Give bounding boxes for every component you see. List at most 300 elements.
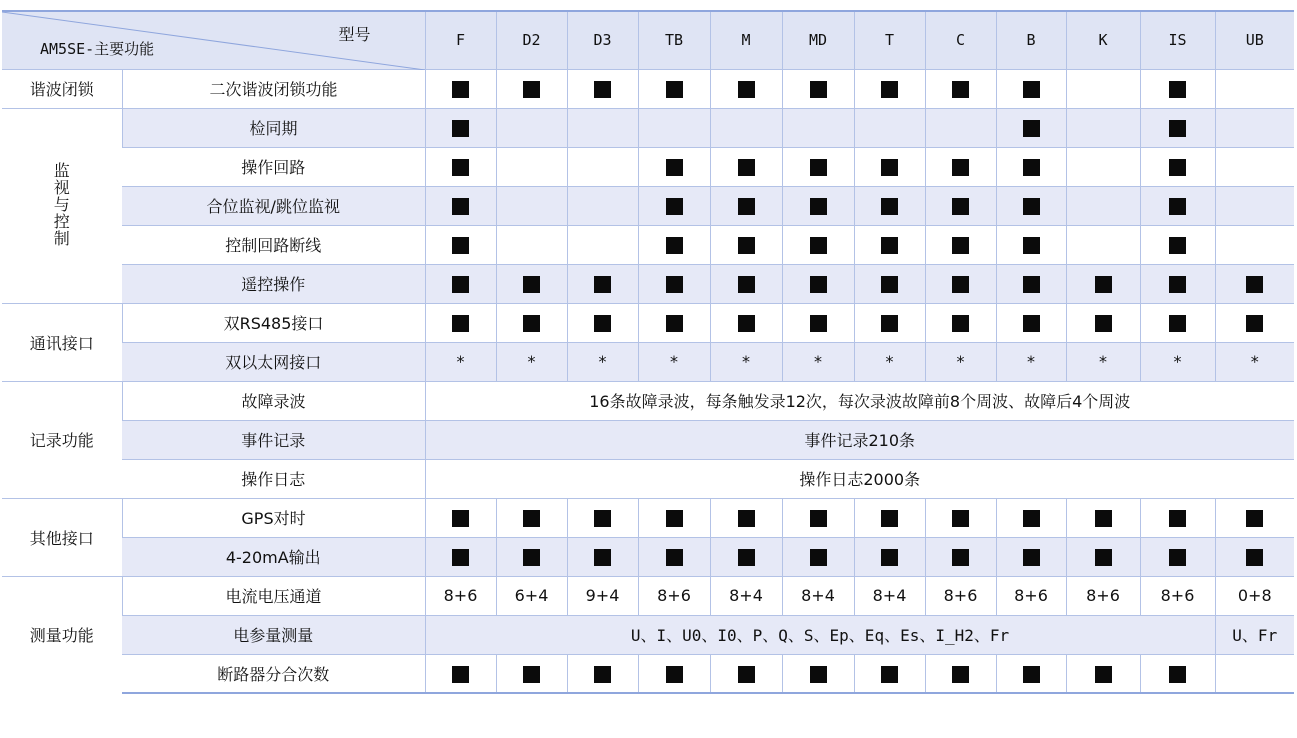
square-mark: [738, 315, 755, 332]
square-mark: [1169, 237, 1186, 254]
mark-cell: [925, 225, 996, 264]
table-row: [2, 498, 1294, 537]
mark-cell: [638, 225, 710, 264]
square-mark: [594, 276, 611, 293]
mark-cell: [782, 654, 854, 693]
mark-cell: [996, 108, 1066, 147]
mark-cell: [782, 225, 854, 264]
mark-cell: [1066, 498, 1140, 537]
square-mark: [666, 159, 683, 176]
mark-cell: [496, 537, 567, 576]
mark-cell: [925, 303, 996, 342]
channel-count: 8+4: [854, 576, 925, 615]
star-mark: *: [1140, 342, 1215, 381]
feature-name: 电流电压通道: [122, 576, 425, 615]
mark-cell: [496, 303, 567, 342]
star-mark: *: [710, 342, 782, 381]
mark-cell: [996, 264, 1066, 303]
square-mark: [738, 276, 755, 293]
mark-cell: [710, 225, 782, 264]
mark-cell: [567, 264, 638, 303]
measure-params: U、I、U0、I0、P、Q、S、Ep、Eq、Es、I_H2、Fr: [425, 615, 1215, 654]
mark-cell: [854, 654, 925, 693]
mark-cell: [425, 654, 496, 693]
square-mark: [523, 510, 540, 527]
square-mark: [1023, 549, 1040, 566]
table-row: [2, 342, 1294, 381]
square-mark: [1095, 276, 1112, 293]
square-mark: [1169, 549, 1186, 566]
square-mark: [810, 81, 827, 98]
mark-cell: [638, 537, 710, 576]
square-mark: [810, 315, 827, 332]
mark-cell: [1215, 537, 1294, 576]
mark-cell: [425, 264, 496, 303]
square-mark: [452, 237, 469, 254]
square-mark: [1095, 549, 1112, 566]
empty-cell: [1066, 108, 1140, 147]
square-mark: [881, 159, 898, 176]
feature-name: 故障录波: [122, 381, 425, 420]
empty-cell: [1215, 147, 1294, 186]
square-mark: [1169, 510, 1186, 527]
mark-cell: [496, 498, 567, 537]
channel-count: 8+6: [1140, 576, 1215, 615]
square-mark: [738, 549, 755, 566]
square-mark: [952, 159, 969, 176]
feature-name: 遥控操作: [122, 264, 425, 303]
square-mark: [881, 81, 898, 98]
empty-cell: [1066, 147, 1140, 186]
mark-cell: [1066, 264, 1140, 303]
square-mark: [881, 315, 898, 332]
mark-cell: [710, 147, 782, 186]
square-mark: [952, 315, 969, 332]
star-mark: *: [496, 342, 567, 381]
mark-cell: [425, 108, 496, 147]
feature-name: 双RS485接口: [122, 303, 425, 342]
square-mark: [881, 666, 898, 683]
empty-cell: [1215, 108, 1294, 147]
empty-cell: [782, 108, 854, 147]
group-label: 谐波闭锁: [2, 69, 122, 108]
table-row: [2, 381, 1294, 420]
mark-cell: [710, 303, 782, 342]
square-mark: [881, 198, 898, 215]
channel-count: 8+4: [710, 576, 782, 615]
square-mark: [1246, 276, 1263, 293]
star-mark: *: [1215, 342, 1294, 381]
mark-cell: [638, 498, 710, 537]
mark-cell: [1140, 264, 1215, 303]
square-mark: [452, 159, 469, 176]
mark-cell: [925, 498, 996, 537]
star-mark: *: [638, 342, 710, 381]
mark-cell: [638, 654, 710, 693]
square-mark: [952, 81, 969, 98]
mark-cell: [638, 264, 710, 303]
empty-cell: [1215, 69, 1294, 108]
star-mark: *: [567, 342, 638, 381]
mark-cell: [1140, 537, 1215, 576]
mark-cell: [925, 654, 996, 693]
feature-name: 合位监视/跳位监视: [122, 186, 425, 225]
square-mark: [594, 666, 611, 683]
square-mark: [881, 237, 898, 254]
square-mark: [523, 276, 540, 293]
model-header: F: [425, 11, 496, 69]
table-row: [2, 69, 1294, 108]
square-mark: [452, 198, 469, 215]
mark-cell: [1140, 303, 1215, 342]
model-header: T: [854, 11, 925, 69]
empty-cell: [638, 108, 710, 147]
square-mark: [952, 237, 969, 254]
model-label: 型号: [338, 27, 371, 44]
mark-cell: [425, 147, 496, 186]
star-mark: *: [925, 342, 996, 381]
square-mark: [666, 198, 683, 215]
square-mark: [1169, 81, 1186, 98]
mark-cell: [710, 498, 782, 537]
mark-cell: [996, 147, 1066, 186]
feature-name: 控制回路断线: [122, 225, 425, 264]
square-mark: [1023, 198, 1040, 215]
square-mark: [594, 315, 611, 332]
square-mark: [594, 549, 611, 566]
square-mark: [452, 81, 469, 98]
group-label: 测量功能: [2, 576, 122, 693]
mark-cell: [854, 147, 925, 186]
mark-cell: [638, 147, 710, 186]
square-mark: [738, 159, 755, 176]
header-row: [2, 11, 1294, 69]
mark-cell: [1215, 498, 1294, 537]
mark-cell: [996, 225, 1066, 264]
mark-cell: [710, 654, 782, 693]
mark-cell: [782, 537, 854, 576]
feature-name: 断路器分合次数: [122, 654, 425, 693]
square-mark: [881, 549, 898, 566]
square-mark: [1246, 315, 1263, 332]
mark-cell: [425, 498, 496, 537]
square-mark: [1023, 510, 1040, 527]
channel-count: 8+6: [638, 576, 710, 615]
square-mark: [952, 510, 969, 527]
mark-cell: [567, 303, 638, 342]
group-label-text: 监视与控制: [53, 161, 70, 248]
feature-name: GPS对时: [122, 498, 425, 537]
group-label: 通讯接口: [2, 303, 122, 381]
square-mark: [452, 120, 469, 137]
channel-count: 6+4: [496, 576, 567, 615]
square-mark: [881, 276, 898, 293]
mark-cell: [854, 537, 925, 576]
table-row: [2, 186, 1294, 225]
mark-cell: [1140, 225, 1215, 264]
square-mark: [810, 666, 827, 683]
mark-cell: [996, 498, 1066, 537]
mark-cell: [425, 225, 496, 264]
mark-cell: [567, 537, 638, 576]
square-mark: [1023, 237, 1040, 254]
square-mark: [523, 666, 540, 683]
mark-cell: [710, 186, 782, 225]
square-mark: [452, 276, 469, 293]
square-mark: [810, 510, 827, 527]
table-row: [2, 420, 1294, 459]
model-header: K: [1066, 11, 1140, 69]
mark-cell: [854, 498, 925, 537]
group-label: 其他接口: [2, 498, 122, 576]
mark-cell: [854, 225, 925, 264]
empty-cell: [1215, 225, 1294, 264]
empty-cell: [1215, 186, 1294, 225]
table-row: [2, 264, 1294, 303]
table-row: [2, 615, 1294, 654]
feature-name: 事件记录: [122, 420, 425, 459]
model-header: C: [925, 11, 996, 69]
square-mark: [810, 159, 827, 176]
channel-count: 8+6: [925, 576, 996, 615]
table-row: [2, 576, 1294, 615]
mark-cell: [782, 498, 854, 537]
mark-cell: [638, 69, 710, 108]
square-mark: [1246, 549, 1263, 566]
square-mark: [738, 81, 755, 98]
function-spec-table: [2, 10, 1294, 694]
table-body: [2, 11, 1294, 693]
empty-cell: [496, 108, 567, 147]
model-header: MD: [782, 11, 854, 69]
mark-cell: [1066, 654, 1140, 693]
mark-cell: [496, 654, 567, 693]
empty-cell: [1066, 186, 1140, 225]
empty-cell: [567, 147, 638, 186]
empty-cell: [567, 225, 638, 264]
empty-cell: [1066, 225, 1140, 264]
square-mark: [666, 237, 683, 254]
mark-cell: [782, 186, 854, 225]
mark-cell: [854, 186, 925, 225]
square-mark: [1023, 81, 1040, 98]
square-mark: [523, 549, 540, 566]
mark-cell: [638, 303, 710, 342]
measure-params-ub: U、Fr: [1215, 615, 1294, 654]
channel-count: 9+4: [567, 576, 638, 615]
mark-cell: [996, 654, 1066, 693]
square-mark: [594, 510, 611, 527]
feature-name: 电参量测量: [122, 615, 425, 654]
mark-cell: [1066, 537, 1140, 576]
mark-cell: [567, 498, 638, 537]
table-row: [2, 459, 1294, 498]
mark-cell: [996, 537, 1066, 576]
empty-cell: [496, 147, 567, 186]
mark-cell: [996, 303, 1066, 342]
square-mark: [452, 315, 469, 332]
mark-cell: [1066, 303, 1140, 342]
square-mark: [1169, 666, 1186, 683]
mark-cell: [1140, 69, 1215, 108]
model-header: IS: [1140, 11, 1215, 69]
mark-cell: [925, 186, 996, 225]
square-mark: [810, 549, 827, 566]
square-mark: [952, 666, 969, 683]
mark-cell: [1140, 654, 1215, 693]
empty-cell: [496, 186, 567, 225]
square-mark: [810, 276, 827, 293]
mark-cell: [638, 186, 710, 225]
square-mark: [666, 315, 683, 332]
mark-cell: [425, 186, 496, 225]
square-mark: [1023, 276, 1040, 293]
mark-cell: [996, 186, 1066, 225]
feature-name: 二次谐波闭锁功能: [122, 69, 425, 108]
mark-cell: [925, 147, 996, 186]
square-mark: [810, 198, 827, 215]
square-mark: [1023, 159, 1040, 176]
mark-cell: [1140, 186, 1215, 225]
square-mark: [1169, 315, 1186, 332]
channel-count: 8+6: [1066, 576, 1140, 615]
square-mark: [452, 666, 469, 683]
empty-cell: [496, 225, 567, 264]
mark-cell: [925, 69, 996, 108]
mark-cell: [782, 264, 854, 303]
square-mark: [1169, 198, 1186, 215]
mark-cell: [425, 69, 496, 108]
table-row: [2, 147, 1294, 186]
square-mark: [666, 81, 683, 98]
square-mark: [1246, 510, 1263, 527]
square-mark: [952, 276, 969, 293]
square-mark: [1095, 315, 1112, 332]
star-mark: *: [782, 342, 854, 381]
table-row: [2, 303, 1294, 342]
channel-count: 8+6: [425, 576, 496, 615]
square-mark: [666, 666, 683, 683]
mark-cell: [567, 654, 638, 693]
square-mark: [452, 549, 469, 566]
feature-name: 双以太网接口: [122, 342, 425, 381]
square-mark: [810, 237, 827, 254]
table-row: [2, 225, 1294, 264]
empty-cell: [567, 186, 638, 225]
square-mark: [523, 315, 540, 332]
channel-count: 0+8: [1215, 576, 1294, 615]
mark-cell: [710, 537, 782, 576]
header-corner-cell: [2, 11, 425, 69]
square-mark: [452, 510, 469, 527]
mark-cell: [1215, 303, 1294, 342]
square-mark: [1169, 276, 1186, 293]
mark-cell: [925, 537, 996, 576]
table-row: [2, 537, 1294, 576]
square-mark: [881, 510, 898, 527]
mark-cell: [710, 69, 782, 108]
mark-cell: [1140, 108, 1215, 147]
star-mark: *: [425, 342, 496, 381]
group-label: [2, 108, 122, 303]
mark-cell: [1140, 147, 1215, 186]
group-label: 记录功能: [2, 381, 122, 498]
square-mark: [738, 666, 755, 683]
model-header: D3: [567, 11, 638, 69]
mark-cell: [1215, 264, 1294, 303]
square-mark: [1169, 159, 1186, 176]
model-header: D2: [496, 11, 567, 69]
channel-count: 8+6: [996, 576, 1066, 615]
mark-cell: [567, 69, 638, 108]
square-mark: [1169, 120, 1186, 137]
square-mark: [666, 510, 683, 527]
empty-cell: [925, 108, 996, 147]
model-header: B: [996, 11, 1066, 69]
op-log-desc: 操作日志2000条: [425, 459, 1294, 498]
channel-count: 8+4: [782, 576, 854, 615]
mark-cell: [854, 69, 925, 108]
square-mark: [952, 198, 969, 215]
square-mark: [738, 198, 755, 215]
mark-cell: [710, 264, 782, 303]
mark-cell: [996, 69, 1066, 108]
empty-cell: [1066, 69, 1140, 108]
square-mark: [523, 81, 540, 98]
square-mark: [1023, 120, 1040, 137]
star-mark: *: [1066, 342, 1140, 381]
square-mark: [738, 510, 755, 527]
mark-cell: [782, 303, 854, 342]
feature-name: 4-20mA输出: [122, 537, 425, 576]
empty-cell: [854, 108, 925, 147]
feature-name: 操作日志: [122, 459, 425, 498]
table-row: [2, 108, 1294, 147]
mark-cell: [782, 147, 854, 186]
square-mark: [1095, 666, 1112, 683]
square-mark: [1023, 666, 1040, 683]
empty-cell: [1215, 654, 1294, 693]
event-record-desc: 事件记录210条: [425, 420, 1294, 459]
mark-cell: [782, 69, 854, 108]
square-mark: [666, 276, 683, 293]
square-mark: [738, 237, 755, 254]
model-header: UB: [1215, 11, 1294, 69]
mark-cell: [925, 264, 996, 303]
square-mark: [666, 549, 683, 566]
star-mark: *: [854, 342, 925, 381]
square-mark: [1023, 315, 1040, 332]
mark-cell: [496, 69, 567, 108]
fault-record-desc: 16条故障录波，每条触发录12次，每次录波故障前8个周波、故障后4个周波: [425, 381, 1294, 420]
square-mark: [594, 81, 611, 98]
mark-cell: [425, 303, 496, 342]
star-mark: *: [996, 342, 1066, 381]
mark-cell: [854, 264, 925, 303]
mark-cell: [425, 537, 496, 576]
empty-cell: [710, 108, 782, 147]
mark-cell: [1140, 498, 1215, 537]
function-label: AM5SE-主要功能: [40, 39, 155, 58]
mark-cell: [496, 264, 567, 303]
empty-cell: [567, 108, 638, 147]
square-mark: [1095, 510, 1112, 527]
feature-name: 操作回路: [122, 147, 425, 186]
table-row: [2, 654, 1294, 693]
mark-cell: [854, 303, 925, 342]
model-header: M: [710, 11, 782, 69]
model-header: TB: [638, 11, 710, 69]
